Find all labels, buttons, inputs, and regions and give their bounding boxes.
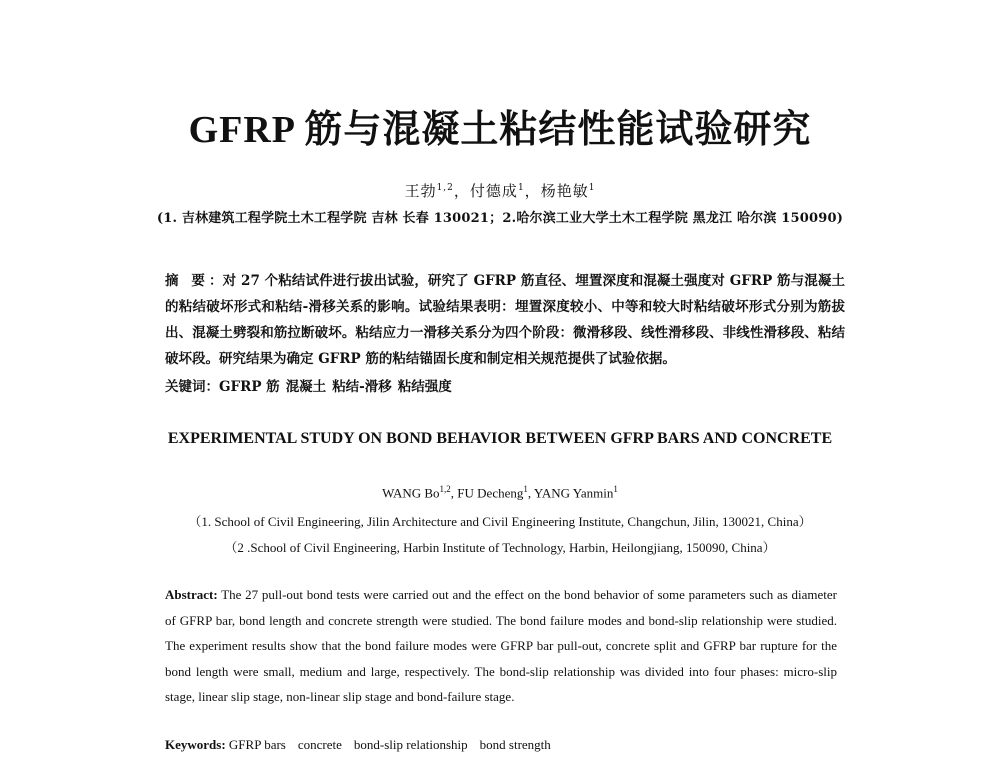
author-3-en-affil: 1 xyxy=(613,484,618,494)
author-sep: , xyxy=(450,485,458,501)
keyword-en: GFRP bars xyxy=(228,737,286,752)
author-1-cn-affil: 1,2 xyxy=(436,183,454,193)
keyword-cn: GFRP 筋 xyxy=(219,379,280,395)
author-1-en-affil: 1,2 xyxy=(439,484,451,494)
affiliation-en-2: （2 .School of Civil Engineering, Harbin Institute of Technology, Harbin, Heilongjiang, 150090, China） xyxy=(224,540,776,555)
paper-title-en: EXPERIMENTAL STUDY ON BOND BEHAVIOR BETWEEN GFRP BARS AND CONCRETE xyxy=(167,430,833,447)
author-2-en: FU Decheng xyxy=(457,485,524,501)
abstract-en-text: The 27 pull-out bond tests were carried out and the effect on the bond behavior of some parameters such as diameter of GFRP bar, bond length and concrete strength were studied. The bond failure modes and bond-slip relationship were studied. The experiment results show that the bond failure modes were GFRP bar pull-out, concrete split and GFRP bar rupture for the bond length were small, medium and large, respectively. The bond-slip relationship was divided into four phases: micro-slip stage, linear slip stage, non-linear slip stage and bond-failure stage. xyxy=(165,587,837,704)
author-2-en-affil: 1 xyxy=(523,484,528,494)
keywords-en-label: Keywords: xyxy=(165,737,226,752)
abstract-en xyxy=(165,582,837,710)
abstract-cn-text: ：对 27 个粘结试件进行拔出试验，研究了 GFRP 筋直径、埋置深度和混凝土强度对 GFRP 筋与混凝土的粘结破坏形式和粘结-滑移关系的影响。试验结果表明：埋置深度较小、中等和较大时粘结破坏形式分别为筋拔出、混凝土劈裂和筋拉断破坏。粘结应力一滑移关系分为四个阶段：微滑移段、线性滑移段、非线性滑移段、粘结破坏段。研究结果为确定 GFRP 筋的粘结锚固长度和制定相关规范提供了试验依据。 xyxy=(165,273,845,367)
keyword-cn: 粘结-滑移 xyxy=(332,379,392,395)
author-sep: ， xyxy=(524,182,541,200)
author-3-en: YANG Yanmin xyxy=(533,485,614,501)
authors-en xyxy=(0,484,1000,501)
author-1-en: WANG Bo xyxy=(382,485,440,501)
paper-title-cn: GFRP 筋与混凝土粘结性能试验研究 xyxy=(188,109,812,151)
authors-cn xyxy=(0,180,1000,201)
keyword-en: bond strength xyxy=(479,737,551,752)
keywords-cn xyxy=(165,374,845,400)
keywords-cn-label: 关键词： xyxy=(165,379,219,395)
keyword-cn: 粘结强度 xyxy=(397,379,452,395)
abstract-cn xyxy=(165,268,845,372)
keyword-en: concrete xyxy=(297,737,342,752)
keywords-en xyxy=(165,735,837,755)
author-sep: , xyxy=(527,485,534,501)
abstract-cn-label: 摘 要 xyxy=(165,273,210,289)
keyword-en: bond-slip relationship xyxy=(353,737,468,752)
author-3-cn: 杨艳敏 xyxy=(540,182,589,200)
affiliation-en-1: （1. School of Civil Engineering, Jilin Architecture and Civil Engineering Institute, Changchun, Jilin, 130021, China） xyxy=(188,514,812,529)
author-2-cn-affil: 1 xyxy=(517,183,525,193)
author-1-cn: 王勃 xyxy=(404,182,437,200)
author-2-cn: 付德成 xyxy=(469,182,518,200)
abstract-en-label: Abstract: xyxy=(165,587,218,602)
author-3-cn-affil: 1 xyxy=(588,183,596,193)
author-sep: ， xyxy=(453,182,470,200)
keyword-cn: 混凝土 xyxy=(285,379,327,395)
affiliation-cn: (1. 吉林建筑工程学院土木工程学院 吉林 长春 130021；2.哈尔滨工业大学土木工程学院 黑龙江 哈尔滨 150090) xyxy=(156,211,844,226)
